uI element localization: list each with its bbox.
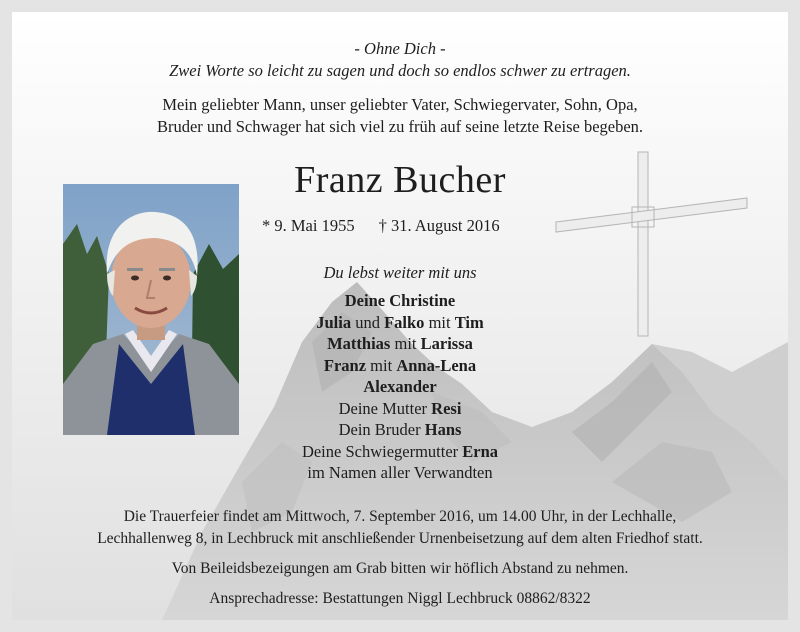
motto: Du lebst weiter mit uns — [323, 263, 477, 282]
funeral-line-2: Lechhallenweg 8, in Lechbruck mit anschließender Urnenbeisetzung auf dem alten Friedhof statt. — [97, 530, 703, 547]
quote-line: Zwei Worte so leicht zu sagen und doch so endlos schwer zu ertragen. — [169, 61, 631, 80]
mourner-relation: mit — [424, 312, 455, 332]
mourners-list — [282, 290, 518, 484]
mourner-line — [282, 441, 518, 463]
mourner-relation: mit — [366, 355, 397, 375]
mourner-line — [282, 398, 518, 420]
mourner-name: Matthias — [327, 334, 391, 353]
mourner-line — [282, 355, 518, 377]
mourner-relation: mit — [390, 334, 421, 353]
mourner-name: Tim — [454, 312, 484, 332]
mourner-name: Erna — [462, 441, 499, 461]
portrait-illustration — [63, 184, 239, 435]
mourner-name: Deine Christine — [344, 291, 456, 310]
mourner-name: Anna-Lena — [396, 355, 477, 375]
mourner-line — [282, 290, 518, 312]
mourner-line — [282, 376, 518, 398]
birth-date: * 9. Mai 1955 — [262, 216, 355, 235]
deceased-name: Franz Bucher — [294, 159, 506, 201]
mourner-name: Julia — [316, 312, 352, 332]
mourner-name: Falko — [384, 312, 425, 332]
death-date: † 31. August 2016 — [378, 216, 500, 235]
condolence-note: Von Beileidsbezeigungen am Grab bitten wir höflich Abstand zu nehmen. — [171, 560, 629, 577]
life-dates — [262, 216, 524, 236]
mourner-name: Resi — [431, 398, 462, 418]
quote-title: - Ohne Dich - — [354, 39, 446, 58]
intro-line-2: Bruder und Schwager hat sich viel zu früh auf seine letzte Reise begeben. — [156, 117, 644, 136]
mourner-name: Alexander — [363, 377, 437, 396]
mourner-relation: Deine Schwiegermutter — [301, 441, 463, 461]
mourner-line — [282, 462, 518, 484]
intro-line-1: Mein geliebter Mann, unser geliebter Vater, Schwiegervater, Sohn, Opa, — [162, 95, 638, 114]
mourner-relation: im Namen aller Verwandten — [307, 463, 493, 482]
mourner-relation: Deine Mutter — [338, 398, 432, 418]
portrait-photo — [63, 184, 239, 435]
mourner-name: Hans — [424, 420, 462, 439]
mourner-relation: Dein Bruder — [338, 420, 425, 439]
mourner-name: Franz — [323, 355, 367, 375]
contact-line: Ansprechadresse: Bestattungen Niggl Lechbruck 08862/8322 — [209, 590, 591, 607]
mourner-name: Larissa — [420, 334, 473, 353]
mourner-line — [282, 312, 518, 334]
mourner-line — [282, 333, 518, 355]
mourner-line — [282, 419, 518, 441]
mourner-relation: und — [351, 312, 385, 332]
funeral-line-1: Die Trauerfeier findet am Mittwoch, 7. September 2016, um 14.00 Uhr, in der Lechhalle, — [123, 508, 677, 525]
